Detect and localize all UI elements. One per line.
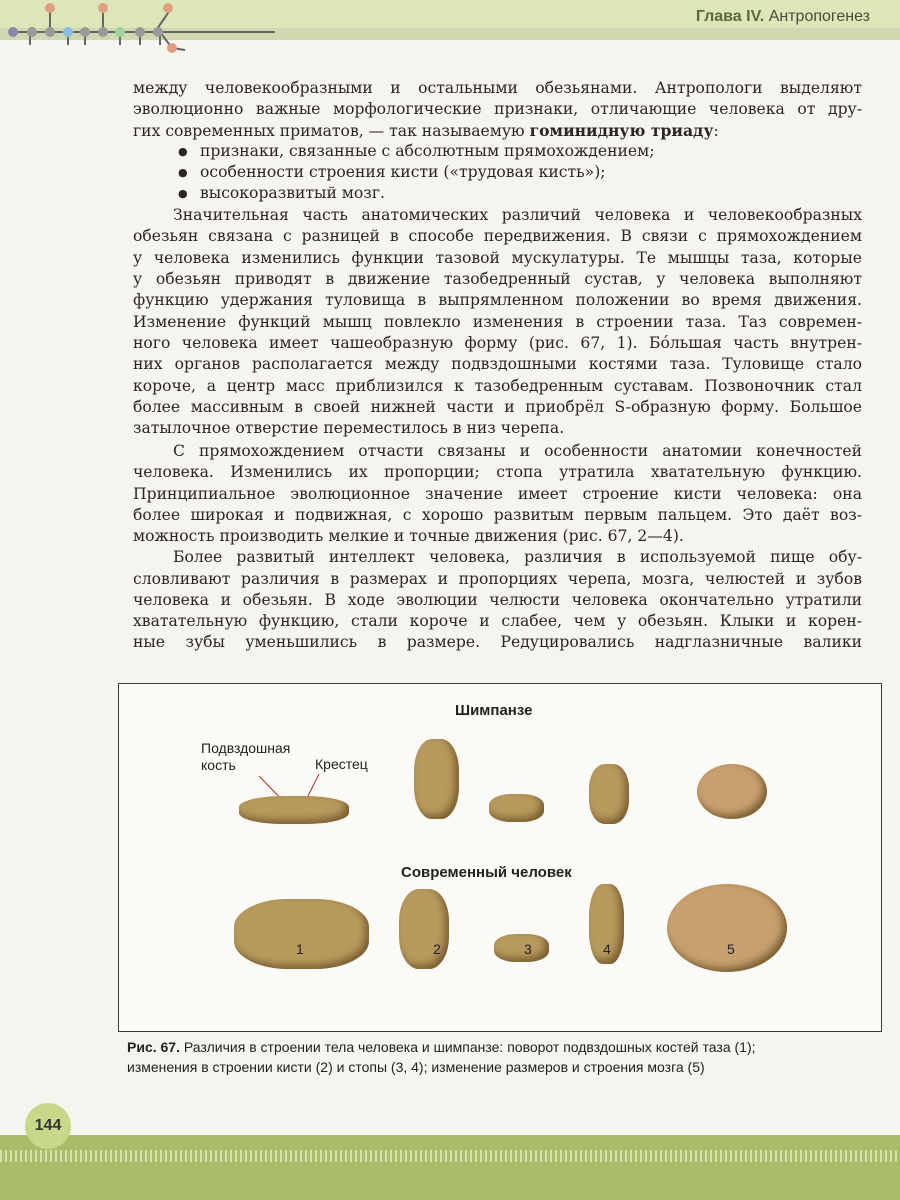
text-line: человека и обезьян. В ходе эволюции челюсти человека окончательно утратили — [133, 591, 862, 609]
human-hand-image — [399, 889, 449, 969]
text-line: них органов располагается между подвздошными костями таза. Туловище стало — [133, 355, 862, 373]
text-line: ные зубы уменьшились в размере. Редуцировались надглазничные валики — [133, 633, 862, 651]
text-line: короче, а центр масс приблизился к тазобедренным суставам. Позвоночник стал — [133, 377, 862, 395]
human-title: Современный человек — [401, 864, 572, 881]
ilium-label: кость — [201, 757, 236, 773]
text-line: С прямохождением отчасти связаны и особенности анатомии конечностей — [173, 442, 862, 460]
human-brain-image — [667, 884, 787, 972]
text-line: затылочное отверстие переместилось в низ черепа. — [133, 419, 565, 437]
text-line: эволюционно важные морфологические признаки, отличающие человека от дру- — [133, 100, 862, 118]
chimp-title: Шимпанзе — [455, 702, 533, 719]
human-pelvis-image — [234, 899, 369, 969]
text-line: между человекообразными и остальными обезьянами. Антропологи выделяют — [133, 79, 862, 97]
human-foot-side-image — [494, 934, 549, 962]
chimp-brain-image — [697, 764, 767, 819]
text-line: более широкая и подвижная, с хорошо развитым первым пальцем. Это даёт воз- — [133, 506, 862, 524]
figure-number: 5 — [727, 941, 735, 957]
bullet-item: ● высокоразвитый мозг. — [200, 183, 385, 204]
ilium-label: Подвздошная — [201, 740, 291, 756]
key-term: гоминидную триаду — [529, 121, 714, 140]
footer-band — [0, 1135, 900, 1200]
text-line: можность производить мелкие и точные движения (рис. 67, 2—4). — [133, 527, 684, 545]
bullet-item: ● признаки, связанные с абсолютным прямохождением; — [200, 141, 655, 162]
text-line: Значительная часть анатомических различий человека и человекообразных — [173, 206, 862, 224]
text-line: обезьян связана с разницей в способе передвижения. В связи с прямохождением — [133, 227, 862, 245]
chimp-pelvis-image — [239, 796, 349, 824]
text-line: Более развитый интеллект человека, различия в используемой пище обу- — [173, 548, 862, 566]
text-line: гих современных приматов, — так называемую гоминидную триаду: — [133, 121, 719, 140]
text-line: функцию удержания туловища в выпрямленном положении во время движения. — [133, 291, 862, 309]
sacrum-label: Крестец — [315, 756, 368, 772]
molecule-decoration-icon — [0, 0, 340, 60]
figure-number: 4 — [603, 941, 611, 957]
figure-number: 1 — [296, 941, 304, 957]
figure-caption: Рис. 67. Различия в строении тела человека и шимпанзе: поворот подвздошных костей таза (1); изменения в строении кисти (2) и стопы (3, 4); изменение размеров и строения мозга (5) — [127, 1039, 756, 1075]
chimp-hand-image — [414, 739, 459, 819]
pointer-lines — [119, 684, 881, 1031]
text-line: у обезьян приводят в движение тазобедренный сустав, у человека выполняют — [133, 270, 862, 288]
text-line: более массивным в своей нижней части и приобрёл S-образную форму. Большое — [133, 398, 862, 416]
chimp-foot-side-image — [489, 794, 544, 822]
figure-number: 2 — [433, 941, 441, 957]
text-line: ного человека имеет чашеобразную форму (рис. 67, 1). Бóльшая часть внутрен- — [133, 334, 862, 352]
text-line: Изменение функций мышц повлекло изменения в строении таза. Таз современ- — [133, 313, 862, 331]
figure-number: 3 — [524, 941, 532, 957]
chimp-foot-top-image — [589, 764, 629, 824]
footer-stripes — [0, 1150, 900, 1162]
chapter-heading: Глава IV. Антропогенез — [695, 8, 870, 25]
bullet-item: ● особенности строения кисти («трудовая кисть»); — [200, 162, 606, 183]
text-line: человека. Изменились их пропорции; стопа утратила хватательную функцию. — [133, 463, 862, 481]
text-line: у человека изменились функции тазовой мускулатуры. Те мышцы таза, которые — [133, 249, 862, 267]
page-number: 144 — [25, 1103, 71, 1149]
text-line: словливают различия в размерах и пропорциях черепа, мозга, челюстей и зубов — [133, 570, 862, 588]
figure-67 — [118, 683, 882, 1032]
text-line: хватательную функцию, стали короче и слабее, чем у обезьян. Клыки и корен- — [133, 612, 862, 630]
text-line: Принципиальное эволюционное значение имеет строение кисти человека: она — [133, 485, 862, 503]
